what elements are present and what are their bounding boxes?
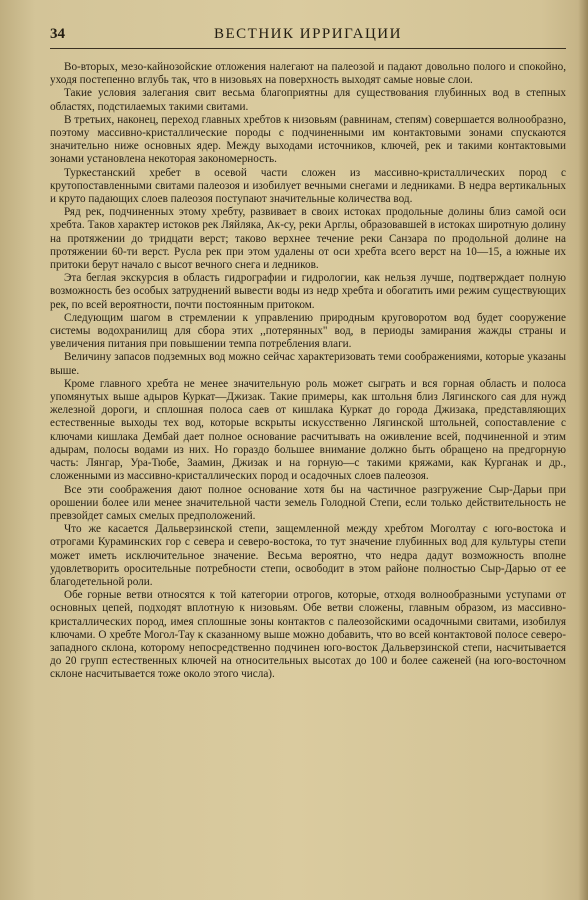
paragraph: Туркестанский хребет в осевой части сложен из массивно-кристаллических пород с крутопоставленными свитами палеозоя и изобилует вечными снегами и ледниками. В недра вертикальных и круто падающих слоев палеозоя поступают значительные количества вод. <box>50 166 566 206</box>
page-header <box>50 22 566 49</box>
paragraph: Обе горные ветви относятся к той категории отрогов, которые, отходя волнообразными уступами от основных цепей, подходят вплотную к низовьям. Обе ветви сложены, главным образом, из массивно-кристаллических пород, имея сплошные зоны контактов с палеозойскими осадочными свитами, изобилуя ключами. О хребте Могол-Тау к сказанному выше можно добавить, что во всей контактовой полосе северо-западного склона, которому непосредственно подчинен юго-восток Дальверзинской степи, насчитывается до 20 групп естественных ключей на относительных высотах до 100 и более саженей (на юго-восточном склоне насчитывается тоже около этого числа). <box>50 589 566 681</box>
paragraph: Величину запасов подземных вод можно сейчас характеризовать теми соображениями, которые указаны выше. <box>50 351 566 377</box>
paragraph: Ряд рек, подчиненных этому хребту, развивает в своих истоках продольные долины близ самой оси хребта. Таков характер истоков рек Ляйляка, Ак-су, реки Арглы, образовавшей в истоках широтную долину на протяжении до тридцати верст; таково верхнее течение реки Санзара по продольной долине на протяжении 60-ти верст. Русла рек при этом удалены от оси хребта всего верст на 10—15, а южные их притоки берут начало с высот вечного снега и ледников. <box>50 206 566 272</box>
paragraph: Что же касается Дальверзинской степи, защемленной между хребтом Моголтау с юго-востока и отрогами Кураминских гор с севера и северо-востока, то тут значение глубинных вод для культуры степи может иметь исключительное значение. Весьма вероятно, что недра дадут возможность вполне удовлетворить оросительные потребности степи, освободит в этом районе полностью Сыр-Дарью от ее благодетельной роли. <box>50 523 566 588</box>
paragraph: В третьих, наконец, переход главных хребтов к низовьям (равнинам, степям) совершается волнообразно, поэтому массивно-кристаллические породы с подчиненными им контактовыми зонами спускаются значительно ниже основных ядер. Между выходами источников, ключей, рек и такими контактовыми зонами установлена некоторая закономерность. <box>50 113 566 166</box>
paragraph: Эта беглая экскурсия в область гидрографии и гидрологии, как нельзя лучше, подтверждает полную возможность без особых затруднений вывести воды из недр хребта и обогатить ими режим существующих рек, по всей вероятности, почти постоянным притоком. <box>50 272 566 311</box>
journal-title: ВЕСТНИК ИРРИГАЦИИ <box>214 26 402 42</box>
page-edge-shadow <box>578 0 588 900</box>
paragraph: Такие условия залегания свит весьма благоприятны для существования глубинных вод в степных областях, подстилаемых такими свитами. <box>50 87 566 113</box>
paragraph: Во-вторых, мезо-кайнозойские отложения налегают на палеозой и падают довольно полого и спокойно, уходя постепенно вглубь так, что в низовьях на поверхность выходят самые новые слои. <box>50 61 566 87</box>
paragraph: Все эти соображения дают полное основание хотя бы на частичное разгружение Сыр-Дарьи при орошении более или менее значительной части земель Голодной Степи, если только действительность не превзойдет самых смелых предположений. <box>50 483 566 522</box>
paragraph: Следующим шагом в стремлении к управлению природным круговоротом вод будет сооружение системы водохранилищ для сбора этих ,,потерянных" вод, в периоды замирания жажды страны и увеличения питания при повышении темпа потребления влаги. <box>50 311 566 351</box>
article-body <box>50 61 566 682</box>
paragraph: Кроме главного хребта не менее значительную роль может сыграть и вся горная область и полоса упомянутых выше адыров Куркат—Джизак. Такие примеры, как штольня близ Лягинского сая для нужд железной дороги, и сплошная полоса саев от кишлака Куркат до города Джизакa, представляющих естественные выходы тех вод, которые вскрыты искусственно Лягинской штольней, сопоставление с ключами кишлака Дембай дает полное основание расчитывать на оживление всей, подчиненной и этим адырам, полосы водами из них. Но гораздо большее внимание должно быть обращено на предгорную часть: Лянгар, Ура-Тюбе, Заамин, Джизак и на горную—с такими кряжами, как Курганак и др., сложенными из массивно-кристаллических пород и осадочных слоев палеозоя. <box>50 377 566 483</box>
page-number: 34 <box>50 26 65 42</box>
